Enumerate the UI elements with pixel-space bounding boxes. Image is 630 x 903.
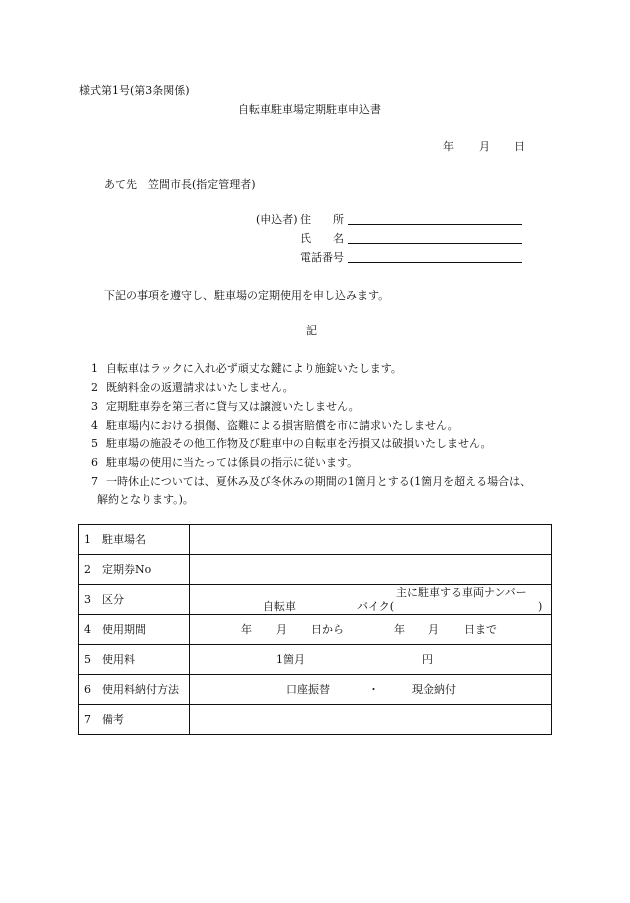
to-month: 月 xyxy=(428,623,439,636)
fee-yen: 円 xyxy=(422,653,433,666)
form-number: 様式第1号(第3条関係) xyxy=(79,84,190,97)
table-row xyxy=(79,645,552,675)
payment-cash[interactable]: 現金納付 xyxy=(412,683,456,696)
clause-7-continued: 解約となります。)。 xyxy=(97,493,194,506)
from-year: 年 xyxy=(241,623,252,636)
address-field[interactable] xyxy=(348,212,522,225)
payment-bank-transfer[interactable]: 口座振替 xyxy=(286,683,330,696)
phone-label: 電話番号 xyxy=(300,251,344,264)
from-day: 日から xyxy=(311,623,344,636)
clause-6: 6 駐車場の使用に当たっては係員の指示に従います。 xyxy=(91,456,359,469)
name-field[interactable] xyxy=(348,231,522,244)
row-label: 1 駐車場名 xyxy=(79,525,190,555)
row-label: 7 備考 xyxy=(79,705,190,735)
phone-field[interactable] xyxy=(348,250,522,263)
date-year: 年 xyxy=(443,140,454,153)
form-title: 自転車駐車場定期駐車申込書 xyxy=(238,103,381,116)
bike-close-paren: ) xyxy=(538,600,543,613)
row-label: 2 定期券No xyxy=(79,555,190,585)
clause-5: 5 駐車場の施設その他工作物及び駐車中の自転車を汚損又は破損いたしません。 xyxy=(91,437,492,450)
application-table xyxy=(78,524,552,735)
date-month: 月 xyxy=(479,140,490,153)
table-row xyxy=(79,675,552,705)
clause-2: 2 既納料金の返還請求はいたしません。 xyxy=(91,381,294,394)
table-row xyxy=(79,615,552,645)
clause-1: 1 自転車はラックに入れ必ず頑丈な鍵により施錠いたします。 xyxy=(91,362,402,375)
table-row xyxy=(79,555,552,585)
applicant-prefix: (申込者) xyxy=(256,213,298,226)
bicycle-option[interactable]: 自転車 xyxy=(263,600,296,613)
ki-heading: 記 xyxy=(306,324,317,337)
parking-name-field[interactable] xyxy=(190,525,552,555)
payment-field[interactable] xyxy=(190,675,552,705)
intro-text: 下記の事項を遵守し、駐車場の定期使用を申し込みます。 xyxy=(104,289,390,302)
payment-separator: ・ xyxy=(368,683,379,696)
to-day: 日まで xyxy=(464,623,497,636)
name-label: 氏 名 xyxy=(300,232,344,245)
table-row xyxy=(79,705,552,735)
pass-number-field[interactable] xyxy=(190,555,552,585)
remarks-field[interactable] xyxy=(190,705,552,735)
table-row xyxy=(79,525,552,555)
fee-field[interactable] xyxy=(190,645,552,675)
row-label: 5 使用料 xyxy=(79,645,190,675)
bike-option[interactable]: バイク( xyxy=(357,600,395,613)
clause-7: 7 一時休止については、夏休み及び冬休みの期間の1箇月とする(1箇月を超える場合は、 xyxy=(91,475,532,488)
addressee: あて先 笠間市長(指定管理者) xyxy=(104,178,256,191)
row-label: 6 使用料納付方法 xyxy=(79,675,190,705)
period-field[interactable] xyxy=(190,615,552,645)
address-label: 住 所 xyxy=(300,213,344,226)
clause-3: 3 定期駐車券を第三者に貸与又は譲渡いたしません。 xyxy=(91,400,360,413)
vehicle-number-note: 主に駐車する車両ナンバー xyxy=(396,586,527,599)
clause-4: 4 駐車場内における損傷、盗難による損害賠償を市に請求いたしません。 xyxy=(91,419,459,432)
category-field[interactable] xyxy=(190,585,552,615)
row-label: 3 区分 xyxy=(79,585,190,615)
date-day: 日 xyxy=(514,140,525,153)
to-year: 年 xyxy=(394,623,405,636)
row-label: 4 使用期間 xyxy=(79,615,190,645)
table-row xyxy=(79,585,552,615)
from-month: 月 xyxy=(276,623,287,636)
fee-unit: 1箇月 xyxy=(276,653,305,666)
